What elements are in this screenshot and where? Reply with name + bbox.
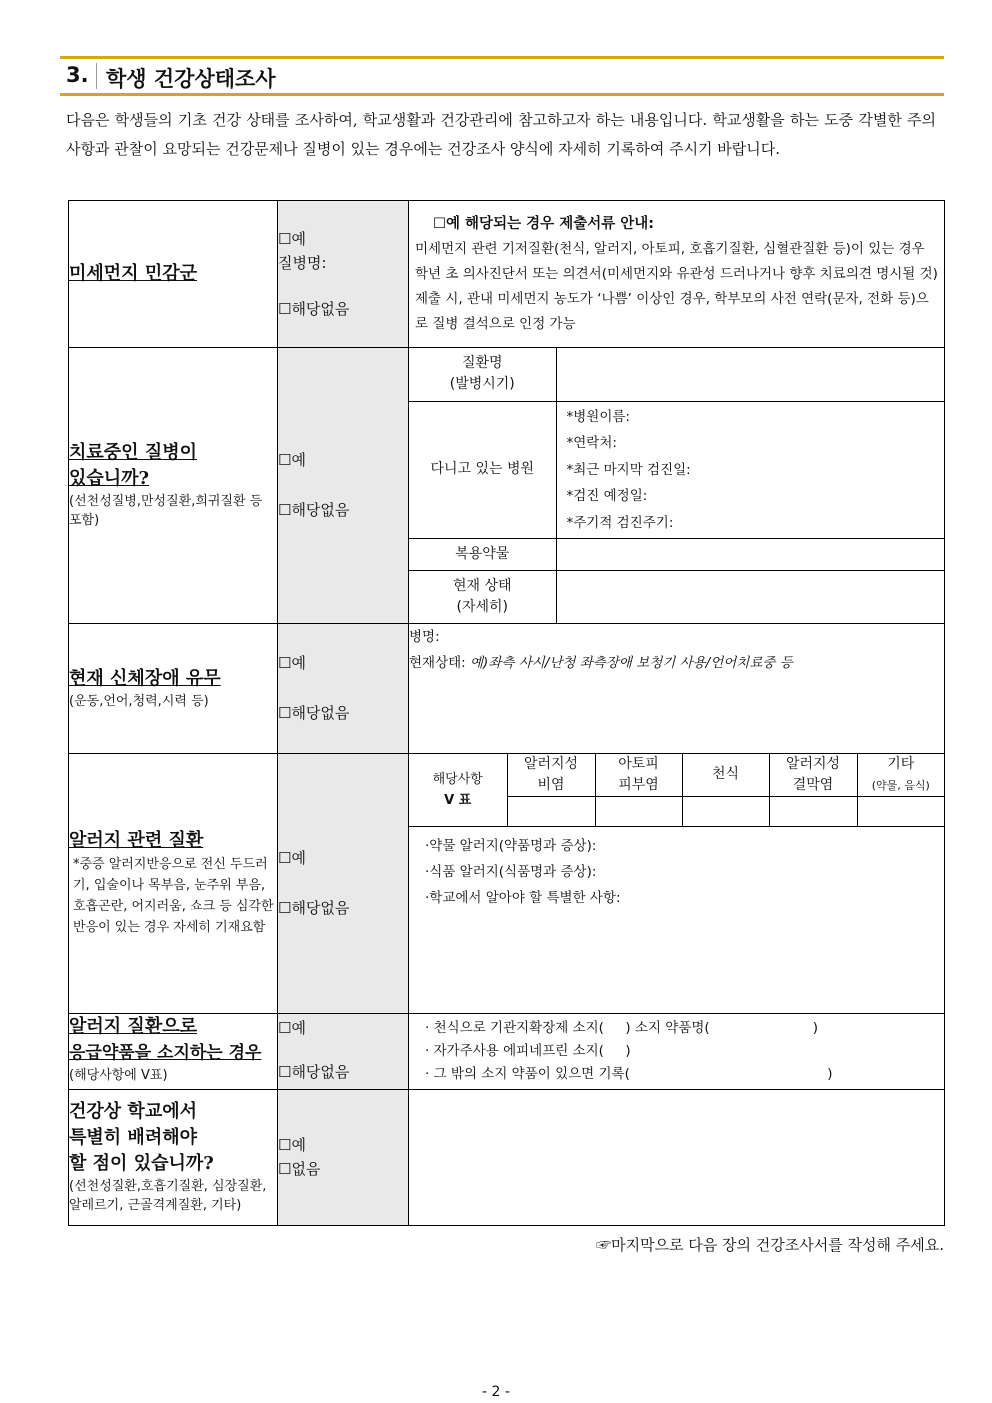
check-emergency — [278, 1013, 409, 1089]
disability-name-field[interactable]: 병명: — [409, 628, 440, 645]
section-title: 학생 건강상태조사 — [106, 67, 276, 91]
checkbox-yes[interactable]: ☐예 — [278, 451, 306, 470]
label-disability: 현재 신체장애 유무 (운동,언어,청력,시력 등) — [69, 623, 278, 753]
info-head: ☐예 해당되는 경우 제출서류 안내: — [433, 215, 655, 232]
label-emergency: 알러지 질환으로 응급약품을 소지하는 경우 (해당사항에 V표) — [69, 1013, 278, 1089]
check-allergy — [278, 753, 409, 1013]
drug-allergy-field[interactable]: ·약물 알러지(약품명과 증상): — [425, 837, 597, 854]
applicable-header: 해당사항 V 표 — [409, 754, 507, 827]
special-care-field[interactable] — [409, 1089, 945, 1225]
row-emergency-medicine — [69, 1013, 945, 1089]
food-allergy-field[interactable]: ·식품 알러지(식품명과 증상): — [425, 863, 597, 880]
status-field[interactable] — [556, 571, 944, 623]
last-checkup-field[interactable]: *최근 마지막 검진일: — [566, 461, 691, 478]
check-treatment — [278, 348, 409, 624]
emergency-items — [409, 1013, 945, 1089]
hospital-header: 다니고 있는 병원 — [409, 401, 556, 539]
disease-name-header: 질환명 (발병시기) — [409, 348, 556, 401]
col-asthma: 천식 — [682, 754, 769, 797]
check-cell-rhinitis[interactable] — [507, 796, 595, 826]
checkbox-yes[interactable]: ☐예 — [278, 230, 306, 248]
row-allergy — [69, 753, 945, 1013]
row-special-care — [69, 1089, 945, 1225]
label-treatment: 치료중인 질병이 있습니까? (선천성질병,만성질환,희귀질환 등 포함) — [69, 348, 278, 624]
section-divider — [96, 63, 97, 89]
contact-field[interactable]: *연락처: — [566, 435, 617, 451]
next-checkup-field[interactable]: *검진 예정일: — [566, 488, 648, 504]
checkbox-none[interactable]: ☐해당없음 — [278, 704, 350, 722]
section-header — [60, 56, 944, 96]
treatment-details — [409, 348, 945, 624]
row-fine-dust — [69, 201, 945, 348]
intro-paragraph: 다음은 학생들의 기초 건강 상태를 조사하여, 학교생활과 건강관리에 참고하고자 하는 내용입니다. 학교생활을 하는 도중 각별한 주의사항과 관찰이 요망되는 건강문제나 질병이 있는 경우에는 건강조사 양식에 자세히 기록하여 주시기 바랍니다. — [66, 111, 936, 158]
checkbox-yes[interactable]: ☐예 — [278, 849, 306, 867]
check-special — [278, 1089, 409, 1225]
checkbox-yes[interactable]: ☐예 — [278, 1018, 306, 1037]
label-special: 건강상 학교에서 특별히 배려해야 할 점이 있습니까? (선천성질환,호흡기질환, 심장질환, 알레르기, 근골격계질환, 기타) — [69, 1089, 278, 1225]
section-number: 3. — [66, 63, 89, 87]
check-cell-conjunctivitis[interactable] — [769, 796, 857, 826]
info-body: 미세먼지 관련 기저질환(천식, 알러지, 아토피, 호흡기질환, 심혈관질환 등)이 있는 경우 학년 초 의사진단서 또는 의견서(미세먼지와 유관성 드러나거나 향후 치료의견 명시될 것) 제출 시, 관내 미세먼지 농도가 ‘나쁨’ 이상인 경우, 학부모의 사전 연락(문자, 전화 등)으로 질병 결석으로 인정 가능 — [415, 240, 938, 332]
disease-name-field[interactable] — [556, 348, 944, 401]
row-disability — [69, 623, 945, 753]
checkbox-none[interactable]: ☐해당없음 — [278, 501, 350, 520]
info-fine-dust — [409, 201, 945, 348]
checkbox-none[interactable]: ☐해당없음 — [278, 899, 350, 917]
label-fine-dust: 미세먼지 민감군 — [69, 201, 278, 348]
col-other: 기타 (약물, 음식) — [857, 754, 944, 797]
checkbox-no[interactable]: ☐없음 — [278, 1160, 321, 1178]
epinephrine-field[interactable]: · 자가주사용 에피네프린 소지( ) — [425, 1042, 631, 1059]
footer-note: ☞마지막으로 다음 장의 건강조사서를 작성해 주세요. — [596, 1236, 944, 1254]
hospital-name-field[interactable]: *병원이름: — [566, 408, 630, 425]
check-fine-dust — [278, 201, 409, 348]
checkbox-yes[interactable]: ☐예 — [278, 654, 306, 672]
col-allergic-conjunctivitis: 알러지성 결막염 — [769, 754, 857, 797]
checkbox-none[interactable]: ☐해당없음 — [278, 1062, 350, 1081]
bronchodilator-field[interactable]: · 천식으로 기관지확장제 소지( ) 소지 약품명( ) — [425, 1019, 818, 1036]
status-header: 현재 상태 (자세히) — [409, 571, 556, 623]
col-atopic-dermatitis: 아토피 피부염 — [595, 754, 682, 797]
disability-status-field[interactable]: 현재상태: 예)좌측 사시/난청 좌측장애 보청기 사용/언어치료중 등 — [409, 654, 793, 671]
checkbox-none[interactable]: ☐해당없음 — [278, 300, 350, 318]
check-cell-atopic[interactable] — [595, 796, 682, 826]
checkbox-yes[interactable]: ☐예 — [278, 1136, 306, 1154]
other-medicine-field[interactable]: · 그 밖의 소지 약품이 있으면 기록( ) — [425, 1065, 833, 1082]
medication-field[interactable] — [556, 539, 944, 571]
school-note-field[interactable]: ·학교에서 알아야 할 특별한 사항: — [425, 889, 621, 906]
row-treatment — [69, 348, 945, 624]
checkup-cycle-field[interactable]: *주기적 검진주기: — [566, 514, 674, 531]
page-number: - 2 - — [482, 1384, 510, 1400]
allergy-details — [409, 753, 945, 1013]
allergy-items — [409, 826, 944, 1012]
label-allergy: 알러지 관련 질환 *중증 알러지반응으로 전신 두드러기, 입술이나 목부음, 눈주위 부음, 호흡곤란, 어지러움, 쇼크 등 심각한 반응이 있는 경우 자세히 기재요함 — [69, 753, 278, 1013]
check-cell-other[interactable] — [857, 796, 944, 826]
disease-name-label: 질병명: — [278, 254, 327, 272]
medication-header: 복용약물 — [409, 539, 556, 571]
disability-details — [409, 623, 945, 753]
check-disability — [278, 623, 409, 753]
col-allergic-rhinitis: 알러지성 비염 — [507, 754, 595, 797]
health-survey-table — [68, 200, 945, 1226]
status-example: 예)좌측 사시/난청 좌측장애 보청기 사용/언어치료중 등 — [470, 654, 793, 671]
hospital-fields — [556, 401, 944, 539]
check-cell-asthma[interactable] — [682, 796, 769, 826]
